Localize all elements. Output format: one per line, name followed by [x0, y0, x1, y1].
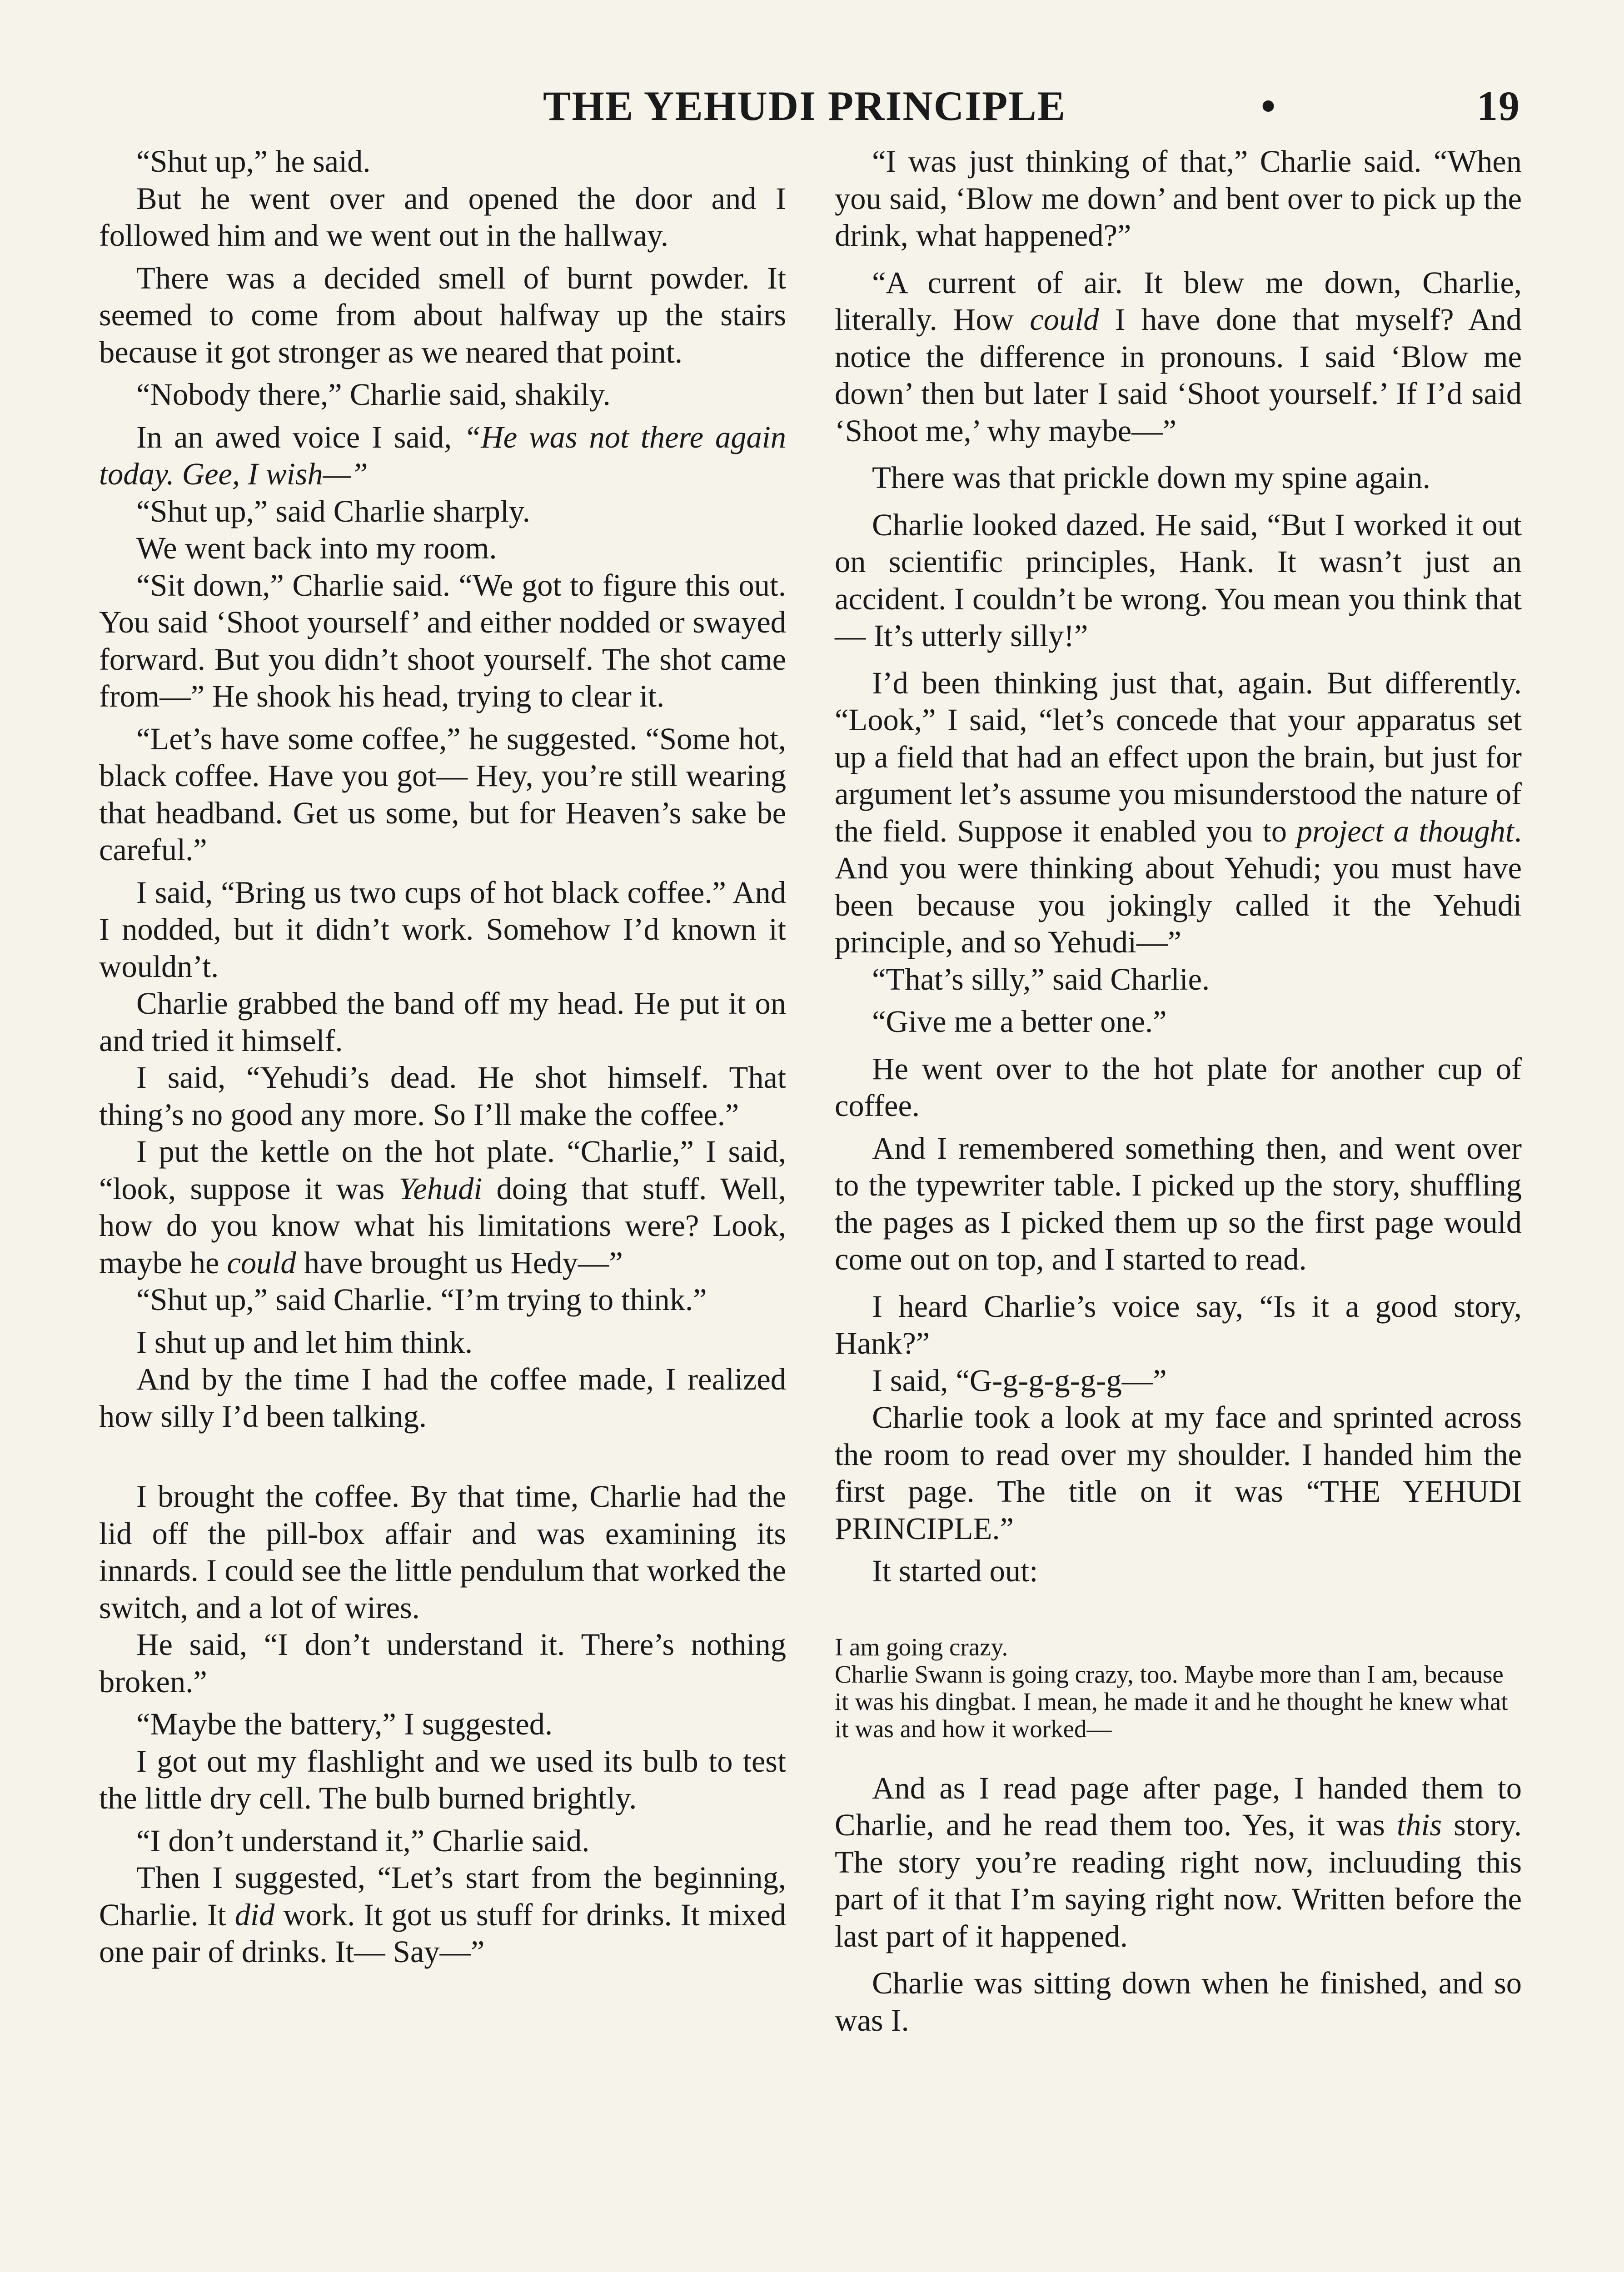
paragraph: There was a decided smell of burnt powder. It seemed to come from about halfway up the stairs because it got stronger as we neared that point.: [99, 260, 786, 369]
header-bullet: •: [1261, 83, 1277, 129]
paragraph: “Maybe the battery,” I suggested.: [136, 1707, 553, 1741]
paragraph: I put the kettle on the hot plate. “Charlie,” I said, “look, suppose it was Yehudi doing that stuff. Well, how do you know what his limitations were? Look, maybe he could have brought us Hedy—”: [99, 1134, 786, 1280]
story-excerpt: [835, 1634, 1522, 1743]
paragraph: I said, “Yehudi’s dead. He shot himself. That thing’s no good any more. So I’ll make the coffee.”: [99, 1060, 786, 1132]
left-column: [99, 143, 786, 1971]
paragraph: “Give me a better one.”: [872, 1004, 1167, 1039]
paragraph: “Nobody there,” Charlie said, shakily.: [136, 377, 611, 412]
paragraph: I got out my flashlight and we used its bulb to test the little dry cell. The bulb burned brightly.: [99, 1744, 786, 1815]
paragraph: And as I read page after page, I handed them to Charlie, and he read them too. Yes, it was this story. The story you’re reading right now, incluuding this part of it that I’m saying right now. Written before the last part of it happened.: [835, 1770, 1522, 1953]
paragraph: Then I suggested, “Let’s start from the beginning, Charlie. It did work. It got us stuff for drinks. It mixed one pair of drinks. It— Say—”: [99, 1860, 786, 1969]
paragraph: “Sit down,” Charlie said. “We got to figure this out. You said ‘Shoot yourself’ and either nodded or swayed forward. But you didn’t shoot yourself. The shot came from—” He shook his head, trying to clear it.: [99, 568, 786, 713]
paragraph: I brought the coffee. By that time, Charlie had the lid off the pill-box affair and was examining its innards. I could see the little pendulum that worked the switch, and a lot of wires.: [99, 1479, 786, 1625]
paragraph: I heard Charlie’s voice say, “Is it a good story, Hank?”: [835, 1289, 1522, 1360]
excerpt-line: Charlie Swann is going crazy, too. Maybe more than I am, because it was his dingbat. I mean, he made it and he thought he knew what it was and how it worked—: [835, 1660, 1508, 1743]
paragraph: I said, “G-g-g-g-g-g—”: [872, 1363, 1167, 1398]
excerpt-line: I am going crazy.: [835, 1633, 1008, 1661]
right-column: [835, 143, 1522, 2039]
paragraph: I said, “Bring us two cups of hot black coffee.” And I nodded, but it didn’t work. Somehow I’d known it wouldn’t.: [99, 875, 786, 984]
paragraph: And by the time I had the coffee made, I realized how silly I’d been talking.: [99, 1362, 786, 1434]
paragraph: There was that prickle down my spine again.: [872, 460, 1430, 495]
running-header: [543, 82, 1543, 136]
paragraph: We went back into my room.: [136, 531, 497, 565]
paragraph: Charlie took a look at my face and sprinted across the room to read over my shoulder. I handed him the first page. The title on it was “THE YEHUDI PRINCIPLE.”: [835, 1400, 1522, 1546]
page-number: 19: [1477, 83, 1520, 129]
paragraph: He said, “I don’t understand it. There’s nothing broken.”: [99, 1627, 786, 1699]
paragraph: “I don’t understand it,” Charlie said.: [136, 1823, 590, 1858]
paragraph: Charlie was sitting down when he finished, and so was I.: [835, 1966, 1522, 2038]
paragraph: “Shut up,” said Charlie. “I’m trying to think.”: [136, 1282, 707, 1317]
paragraph: Charlie looked dazed. He said, “But I worked it out on scientific principles, Hank. It wasn’t just an accident. I couldn’t be wrong. You mean you think that— It’s utterly silly!”: [835, 507, 1522, 653]
running-title: THE YEHUDI PRINCIPLE: [543, 83, 1066, 129]
paragraph: It started out:: [872, 1554, 1038, 1588]
paragraph: Charlie grabbed the band off my head. He put it on and tried it himself.: [99, 986, 786, 1058]
paragraph: “I was just thinking of that,” Charlie said. “When you said, ‘Blow me down’ and bent over to pick up the drink, what happened?”: [835, 144, 1522, 253]
paragraph: “Shut up,” he said.: [136, 144, 371, 179]
paragraph: “Shut up,” said Charlie sharply.: [136, 493, 530, 528]
paragraph: But he went over and opened the door and I followed him and we went out in the hallway.: [99, 181, 786, 253]
paragraph: “That’s silly,” said Charlie.: [872, 962, 1210, 996]
paragraph: I’d been thinking just that, again. But differently. “Look,” I said, “let’s concede that your apparatus set up a field that had an effect upon the brain, but just for argument let’s assume you misunderstood the nature of the field. Suppose it enabled you to project a thought. And you were thinking about Yehudi; you must have been because you jokingly called it the Yehudi principle, and so Yehudi—”: [835, 665, 1522, 959]
paragraph: I shut up and let him think.: [136, 1325, 473, 1360]
paragraph: And I remembered something then, and went over to the typewriter table. I picked up the story, shuffling the pages as I picked them up so the first page would come out on top, and I started to read.: [835, 1131, 1522, 1276]
paragraph: He went over to the hot plate for another cup of coffee.: [835, 1051, 1522, 1123]
paragraph: “Let’s have some coffee,” he suggested. “Some hot, black coffee. Have you got— Hey, you’re still wearing that headband. Get us some, but for Heaven’s sake be careful.”: [99, 721, 786, 867]
paragraph: In an awed voice I said, “He was not there again today. Gee, I wish—”: [99, 419, 786, 491]
paragraph: “A current of air. It blew me down, Charlie, literally. How could I have done that myself? And notice the difference in pronouns. I said ‘Blow me down’ then but later I said ‘Shoot yourself.’ If I’d said ‘Shoot me,’ why maybe—”: [835, 265, 1522, 448]
